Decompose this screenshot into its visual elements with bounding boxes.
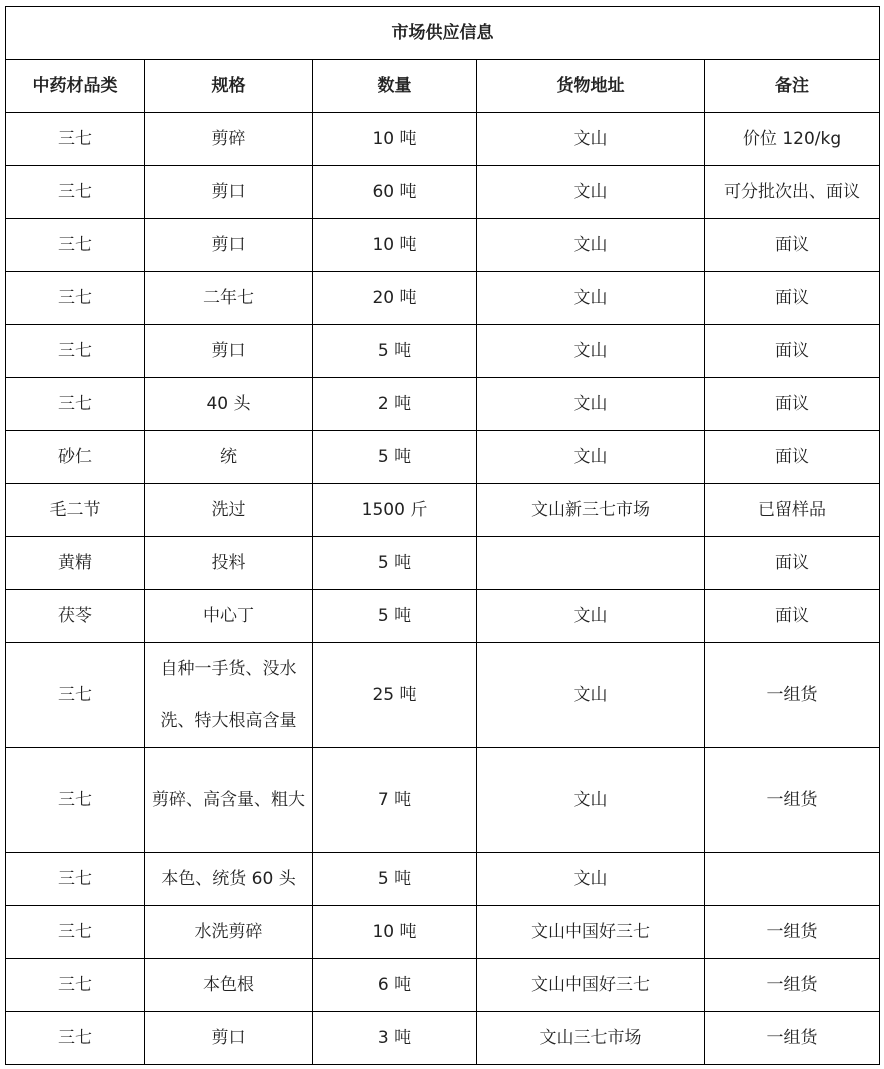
table-row xyxy=(6,325,880,378)
cell-remark: 一组货 xyxy=(705,1012,880,1065)
cell-spec: 40 头 xyxy=(145,378,313,431)
cell-spec: 水洗剪碎 xyxy=(145,906,313,959)
cell-category: 三七 xyxy=(6,272,145,325)
table-header-row xyxy=(6,60,880,113)
cell-address: 文山 xyxy=(477,113,705,166)
header-category: 中药材品类 xyxy=(6,60,145,113)
cell-spec-text: 剪碎、高含量、粗大 xyxy=(152,790,305,810)
cell-spec: 统 xyxy=(145,431,313,484)
cell-quantity: 2 吨 xyxy=(313,378,477,431)
cell-remark: 面议 xyxy=(705,325,880,378)
cell-category: 三七 xyxy=(6,166,145,219)
cell-category: 黄精 xyxy=(6,537,145,590)
cell-spec: 剪口 xyxy=(145,325,313,378)
cell-remark: 面议 xyxy=(705,219,880,272)
cell-spec: 二年七 xyxy=(145,272,313,325)
cell-spec: 本色、统货 60 头 xyxy=(145,853,313,906)
cell-quantity: 6 吨 xyxy=(313,959,477,1012)
cell-address: 文山 xyxy=(477,590,705,643)
cell-address: 文山新三七市场 xyxy=(477,484,705,537)
cell-address: 文山中国好三七 xyxy=(477,906,705,959)
cell-quantity: 7 吨 xyxy=(313,748,477,853)
cell-category: 茯苓 xyxy=(6,590,145,643)
cell-category: 三七 xyxy=(6,1012,145,1065)
table-row xyxy=(6,484,880,537)
cell-address: 文山 xyxy=(477,219,705,272)
table-body xyxy=(6,7,880,1065)
table-row xyxy=(6,906,880,959)
cell-category: 毛二节 xyxy=(6,484,145,537)
table-row xyxy=(6,166,880,219)
cell-remark: 面议 xyxy=(705,590,880,643)
cell-spec: 剪口 xyxy=(145,1012,313,1065)
cell-spec: 投料 xyxy=(145,537,313,590)
cell-address: 文山中国好三七 xyxy=(477,959,705,1012)
header-address: 货物地址 xyxy=(477,60,705,113)
cell-address: 文山 xyxy=(477,378,705,431)
cell-category: 三七 xyxy=(6,113,145,166)
cell-remark xyxy=(705,853,880,906)
header-remark: 备注 xyxy=(705,60,880,113)
cell-remark: 可分批次出、面议 xyxy=(705,166,880,219)
table-row xyxy=(6,431,880,484)
cell-spec: 洗过 xyxy=(145,484,313,537)
table-row xyxy=(6,1012,880,1065)
cell-remark: 面议 xyxy=(705,272,880,325)
cell-address: 文山 xyxy=(477,853,705,906)
supply-info-table xyxy=(5,6,880,1065)
cell-address: 文山 xyxy=(477,748,705,853)
cell-spec: 本色根 xyxy=(145,959,313,1012)
cell-address xyxy=(477,537,705,590)
table-row xyxy=(6,590,880,643)
cell-remark: 面议 xyxy=(705,431,880,484)
header-spec: 规格 xyxy=(145,60,313,113)
cell-quantity: 5 吨 xyxy=(313,590,477,643)
cell-quantity: 25 吨 xyxy=(313,643,477,748)
cell-category: 三七 xyxy=(6,378,145,431)
cell-remark: 一组货 xyxy=(705,748,880,853)
table-row xyxy=(6,272,880,325)
cell-address: 文山 xyxy=(477,166,705,219)
cell-spec: 剪碎 xyxy=(145,113,313,166)
table-row xyxy=(6,537,880,590)
cell-remark: 一组货 xyxy=(705,643,880,748)
cell-quantity: 5 吨 xyxy=(313,537,477,590)
cell-quantity: 3 吨 xyxy=(313,1012,477,1065)
cell-address: 文山 xyxy=(477,643,705,748)
cell-quantity: 10 吨 xyxy=(313,906,477,959)
table-row xyxy=(6,643,880,748)
cell-address: 文山 xyxy=(477,325,705,378)
table-row xyxy=(6,378,880,431)
cell-remark: 面议 xyxy=(705,537,880,590)
table-title-row xyxy=(6,7,880,60)
table-row xyxy=(6,113,880,166)
cell-spec: 中心丁 xyxy=(145,590,313,643)
cell-spec xyxy=(145,643,313,748)
cell-spec-text: 自种一手货、没水洗、特大根高含量 xyxy=(160,659,297,731)
header-quantity: 数量 xyxy=(313,60,477,113)
cell-category: 三七 xyxy=(6,906,145,959)
cell-remark: 面议 xyxy=(705,378,880,431)
cell-category: 三七 xyxy=(6,748,145,853)
table-row xyxy=(6,748,880,853)
cell-category: 三七 xyxy=(6,219,145,272)
cell-quantity: 20 吨 xyxy=(313,272,477,325)
cell-remark: 一组货 xyxy=(705,906,880,959)
cell-spec: 剪口 xyxy=(145,219,313,272)
cell-spec xyxy=(145,748,313,853)
cell-address: 文山 xyxy=(477,272,705,325)
cell-quantity: 5 吨 xyxy=(313,431,477,484)
cell-remark: 一组货 xyxy=(705,959,880,1012)
table-row xyxy=(6,853,880,906)
cell-quantity: 60 吨 xyxy=(313,166,477,219)
cell-spec: 剪口 xyxy=(145,166,313,219)
cell-quantity: 10 吨 xyxy=(313,219,477,272)
cell-category: 三七 xyxy=(6,959,145,1012)
cell-category: 三七 xyxy=(6,643,145,748)
cell-category: 砂仁 xyxy=(6,431,145,484)
cell-remark: 价位 120/kg xyxy=(705,113,880,166)
cell-address: 文山 xyxy=(477,431,705,484)
cell-category: 三七 xyxy=(6,853,145,906)
cell-quantity: 5 吨 xyxy=(313,325,477,378)
cell-remark: 已留样品 xyxy=(705,484,880,537)
table-title: 市场供应信息 xyxy=(6,7,880,60)
cell-quantity: 10 吨 xyxy=(313,113,477,166)
table-row xyxy=(6,219,880,272)
cell-quantity: 5 吨 xyxy=(313,853,477,906)
cell-quantity: 1500 斤 xyxy=(313,484,477,537)
table-row xyxy=(6,959,880,1012)
cell-category: 三七 xyxy=(6,325,145,378)
cell-address: 文山三七市场 xyxy=(477,1012,705,1065)
